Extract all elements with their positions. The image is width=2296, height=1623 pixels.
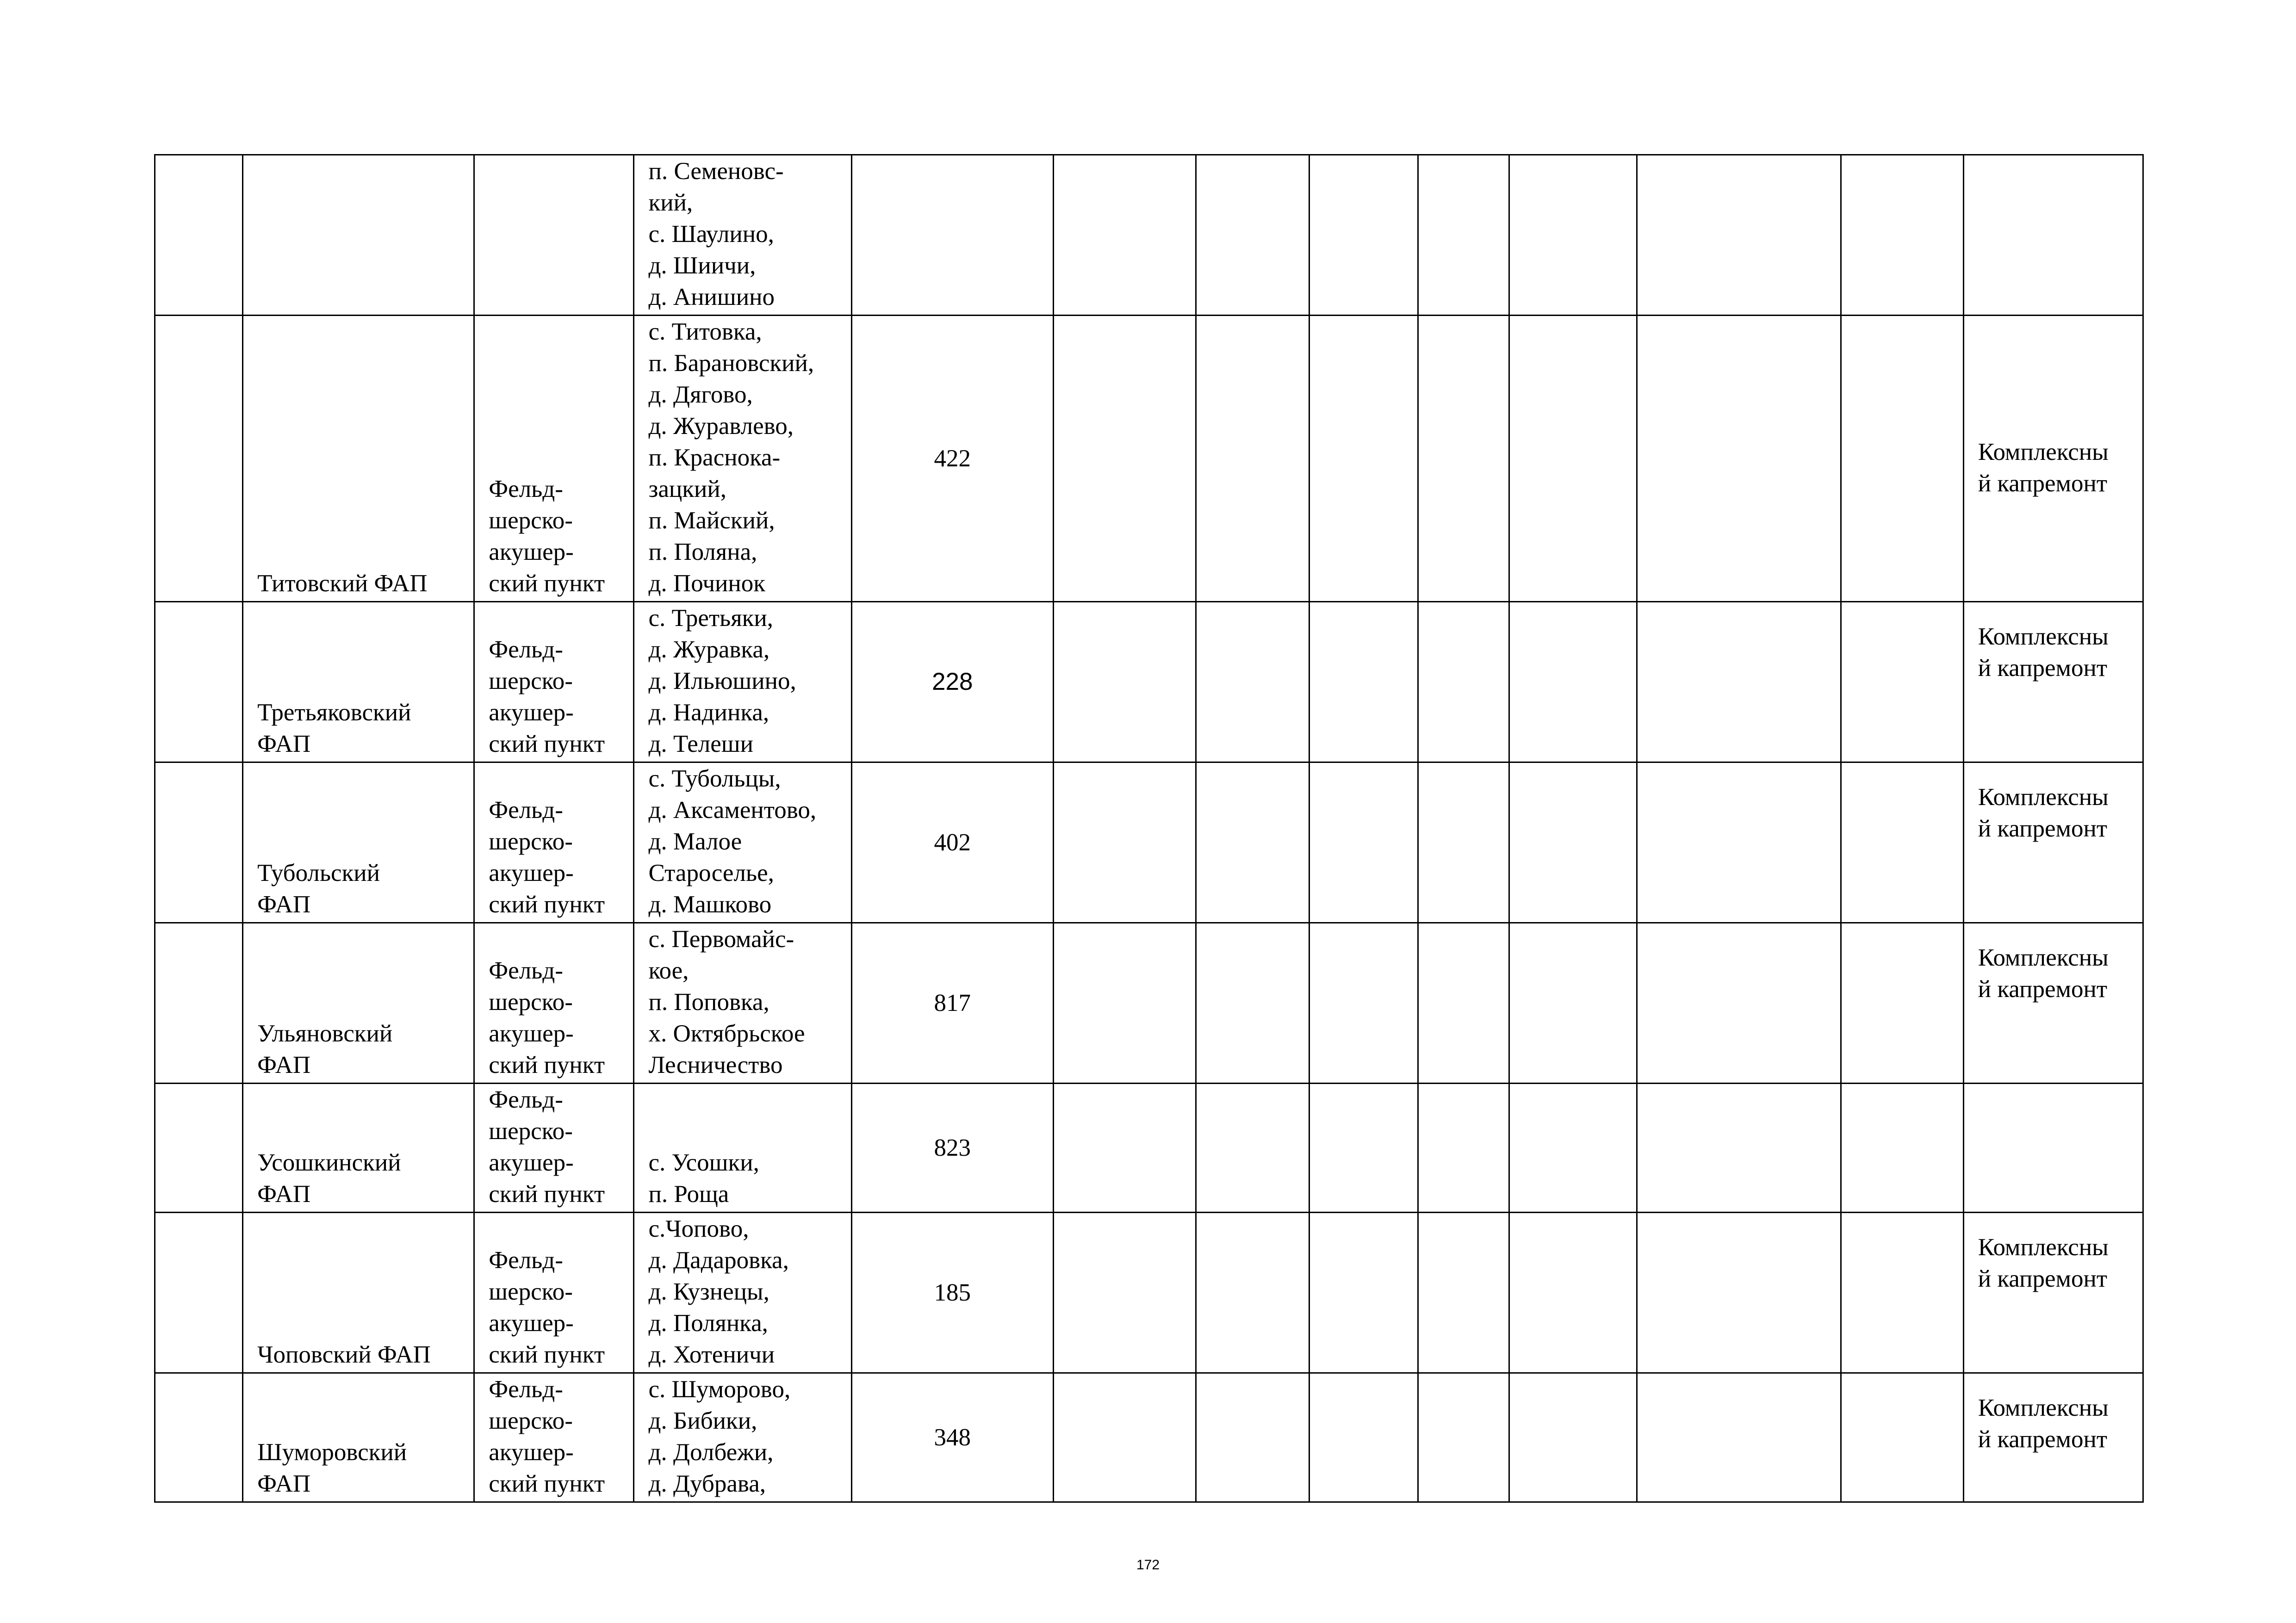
table-row xyxy=(155,1084,2143,1213)
row-index-cell xyxy=(155,1084,243,1213)
empty-cell xyxy=(1418,155,1509,316)
empty-cell xyxy=(1418,762,1509,923)
empty-cell xyxy=(1841,1373,1963,1502)
table-row xyxy=(155,762,2143,923)
population-cell: 422 xyxy=(851,316,1053,602)
empty-cell xyxy=(1309,155,1418,316)
note-cell: Комплексны й капремонт xyxy=(1963,762,2143,923)
empty-cell xyxy=(1637,1213,1841,1373)
table-row xyxy=(155,155,2143,316)
empty-cell xyxy=(1509,1213,1637,1373)
empty-cell xyxy=(1196,1084,1309,1213)
population-cell: 402 xyxy=(851,762,1053,923)
table-row xyxy=(155,923,2143,1084)
facility-name-cell: Чоповский ФАП xyxy=(243,1213,474,1373)
empty-cell xyxy=(1841,762,1963,923)
empty-cell xyxy=(1637,1373,1841,1502)
empty-cell xyxy=(1309,923,1418,1084)
facility-name-cell: Ульяновский ФАП xyxy=(243,923,474,1084)
empty-cell xyxy=(1196,762,1309,923)
empty-cell xyxy=(1637,923,1841,1084)
facility-name-cell: Титовский ФАП xyxy=(243,316,474,602)
row-index-cell xyxy=(155,602,243,762)
empty-cell xyxy=(1509,923,1637,1084)
empty-cell xyxy=(1053,1373,1196,1502)
facility-type-cell: Фельд- шерско- акушер- ский пункт xyxy=(474,762,634,923)
facility-name-cell xyxy=(243,155,474,316)
row-index-cell xyxy=(155,316,243,602)
population-cell: 348 xyxy=(851,1373,1053,1502)
facility-name-cell: Усошкинский ФАП xyxy=(243,1084,474,1213)
facility-type-cell: Фельд- шерско- акушер- ский пункт xyxy=(474,1213,634,1373)
note-cell: Комплексны й капремонт xyxy=(1963,1373,2143,1502)
empty-cell xyxy=(1509,316,1637,602)
empty-cell xyxy=(1841,1213,1963,1373)
population-cell: 823 xyxy=(851,1084,1053,1213)
empty-cell xyxy=(1309,1213,1418,1373)
empty-cell xyxy=(1418,316,1509,602)
empty-cell xyxy=(1053,923,1196,1084)
empty-cell xyxy=(1637,762,1841,923)
empty-cell xyxy=(1509,602,1637,762)
empty-cell xyxy=(1841,1084,1963,1213)
empty-cell xyxy=(1196,1213,1309,1373)
note-cell xyxy=(1963,1084,2143,1213)
facility-type-cell: Фельд- шерско- акушер- ский пункт xyxy=(474,923,634,1084)
empty-cell xyxy=(1509,155,1637,316)
facility-name-cell: Третьяковский ФАП xyxy=(243,602,474,762)
empty-cell xyxy=(1196,1373,1309,1502)
empty-cell xyxy=(1637,1084,1841,1213)
settlements-cell: с. Шуморово, д. Бибики, д. Долбежи, д. Дубрава, xyxy=(634,1373,851,1502)
empty-cell xyxy=(1053,1084,1196,1213)
facility-type-cell: Фельд- шерско- акушер- ский пункт xyxy=(474,1084,634,1213)
row-index-cell xyxy=(155,1213,243,1373)
settlements-cell: с.Чопово, д. Дадаровка, д. Кузнецы, д. Полянка, д. Хотеничи xyxy=(634,1213,851,1373)
empty-cell xyxy=(1637,155,1841,316)
row-index-cell xyxy=(155,1373,243,1502)
empty-cell xyxy=(1309,602,1418,762)
facility-type-cell xyxy=(474,155,634,316)
facilities-table xyxy=(154,154,2144,1503)
table-row xyxy=(155,1213,2143,1373)
row-index-cell xyxy=(155,762,243,923)
empty-cell xyxy=(1196,316,1309,602)
empty-cell xyxy=(1309,1084,1418,1213)
empty-cell xyxy=(1637,602,1841,762)
empty-cell xyxy=(1053,316,1196,602)
empty-cell xyxy=(1637,316,1841,602)
population-cell: 817 xyxy=(851,923,1053,1084)
empty-cell xyxy=(1053,762,1196,923)
empty-cell xyxy=(1196,923,1309,1084)
note-cell xyxy=(1963,155,2143,316)
empty-cell xyxy=(1841,923,1963,1084)
population-cell xyxy=(851,155,1053,316)
row-index-cell xyxy=(155,923,243,1084)
page-number: 172 xyxy=(1136,1557,1160,1573)
population-cell: 185 xyxy=(851,1213,1053,1373)
settlements-cell: п. Семеновс- кий, с. Шаулино, д. Шиичи, д. Анишино xyxy=(634,155,851,316)
empty-cell xyxy=(1509,1084,1637,1213)
empty-cell xyxy=(1309,762,1418,923)
empty-cell xyxy=(1841,155,1963,316)
empty-cell xyxy=(1418,1373,1509,1502)
facility-type-cell: Фельд- шерско- акушер- ский пункт xyxy=(474,602,634,762)
empty-cell xyxy=(1418,1213,1509,1373)
empty-cell xyxy=(1196,602,1309,762)
settlements-cell: с. Третьяки, д. Журавка, д. Ильюшино, д. Надинка, д. Телеши xyxy=(634,602,851,762)
empty-cell xyxy=(1509,1373,1637,1502)
empty-cell xyxy=(1841,602,1963,762)
table-row xyxy=(155,316,2143,602)
note-cell: Комплексны й капремонт xyxy=(1963,316,2143,602)
empty-cell xyxy=(1196,155,1309,316)
note-cell: Комплексны й капремонт xyxy=(1963,923,2143,1084)
empty-cell xyxy=(1509,762,1637,923)
facility-name-cell: Тубольский ФАП xyxy=(243,762,474,923)
settlements-cell: с. Тубольцы, д. Аксаментово, д. Малое Староселье, д. Машково xyxy=(634,762,851,923)
settlements-cell: с. Первомайс- кое, п. Поповка, х. Октябрьское Лесничество xyxy=(634,923,851,1084)
empty-cell xyxy=(1309,316,1418,602)
empty-cell xyxy=(1418,923,1509,1084)
row-index-cell xyxy=(155,155,243,316)
table-row xyxy=(155,602,2143,762)
facility-type-cell: Фельд- шерско- акушер- ский пункт xyxy=(474,316,634,602)
empty-cell xyxy=(1053,1213,1196,1373)
facility-type-cell: Фельд- шерско- акушер- ский пункт xyxy=(474,1373,634,1502)
settlements-cell: с. Титовка, п. Барановский, д. Дягово, д. Журавлево, п. Краснока- зацкий, п. Майский, п. Поляна, д. Починок xyxy=(634,316,851,602)
settlements-cell: с. Усошки, п. Роща xyxy=(634,1084,851,1213)
empty-cell xyxy=(1418,602,1509,762)
facility-name-cell: Шуморовский ФАП xyxy=(243,1373,474,1502)
empty-cell xyxy=(1053,155,1196,316)
population-cell: 228 xyxy=(851,602,1053,762)
note-cell: Комплексны й капремонт xyxy=(1963,602,2143,762)
table-row xyxy=(155,1373,2143,1502)
empty-cell xyxy=(1309,1373,1418,1502)
empty-cell xyxy=(1418,1084,1509,1213)
empty-cell xyxy=(1053,602,1196,762)
note-cell: Комплексны й капремонт xyxy=(1963,1213,2143,1373)
empty-cell xyxy=(1841,316,1963,602)
